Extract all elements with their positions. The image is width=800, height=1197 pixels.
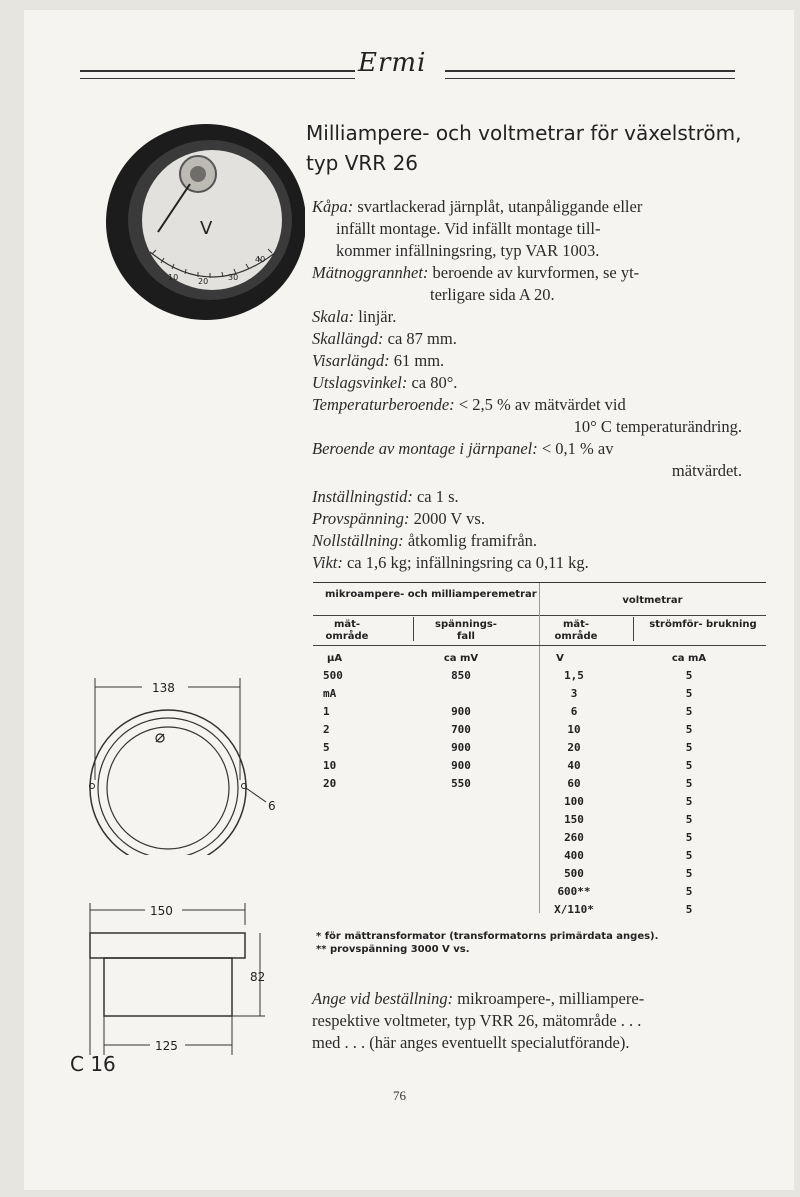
order-line-2: respektive voltmeter, typ VRR 26, mätområde . . . (312, 1011, 642, 1030)
dimension-150: 150 (150, 904, 173, 918)
spec-kapa-text-3: kommer infällningsring, typ VAR 1003. (336, 241, 600, 260)
page-number: 76 (393, 1088, 406, 1103)
meter-dial-letter: V (200, 218, 213, 239)
footnote-1: * för mättransformator (transformatorns primärdata anges). (316, 931, 659, 942)
spec-kapa-text-1: svartlackerad järnplåt, utanpåliggande eller (357, 197, 643, 216)
table-cell: 60 (567, 777, 581, 790)
table-cell: 900 (451, 741, 471, 754)
order-label: Ange vid beställning: (312, 989, 454, 1008)
table-unit-mv: ca mV (443, 653, 479, 664)
order-line-1: mikroampere-, milliampere- (457, 989, 645, 1008)
spec-visarlangd-label: Visarlängd: (312, 351, 390, 370)
table-cell: 3 (570, 687, 578, 700)
title-line-2: typ VRR 26 (306, 151, 419, 175)
spec-skallangd-text: ca 87 mm. (387, 329, 457, 348)
table-col-current-consumption (669, 667, 709, 919)
order-line-3: med . . . (här anges eventuellt specialutförande). (312, 1033, 630, 1052)
spec-kapa-label: Kåpa: (312, 197, 354, 216)
table-group-right: voltmetrar (622, 595, 683, 606)
spec-utslagsvinkel (312, 372, 772, 394)
spec-block-2 (312, 486, 772, 574)
table-cell: 500 (323, 669, 343, 682)
spec-nollstallning-text: åtkomlig framifrån. (407, 531, 538, 550)
spec-kapa-text-2: infällt montage. Vid infällt montage till- (336, 219, 601, 238)
brand-logo: Ermi (358, 48, 427, 78)
spec-nollstallning-label: Nollställning: (312, 531, 404, 550)
spec-vikt-label: Vikt: (312, 553, 343, 572)
table-cell: 5 (685, 759, 693, 772)
table-unit-ua: µA (327, 653, 343, 664)
table-divider-left (413, 617, 414, 641)
table-divider-right (633, 617, 634, 641)
spec-provspanning-text: 2000 V vs. (413, 509, 485, 528)
table-cell: 5 (685, 669, 693, 682)
spec-installning (312, 486, 772, 508)
table-header-spanningsfall: spännings- fall (435, 619, 497, 642)
spec-visarlangd (312, 350, 772, 372)
spec-montage (312, 438, 772, 482)
spec-utslagsvinkel-text: ca 80°. (411, 373, 458, 392)
spec-temperatur-label: Temperaturberoende: (312, 395, 455, 414)
dimension-82: 82 (250, 970, 266, 984)
table-cell: 5 (685, 831, 693, 844)
table-cell: 550 (451, 777, 471, 790)
table-cell: 150 (564, 813, 584, 826)
table-cell: 1,5 (564, 669, 584, 682)
spec-matnoggrannhet (312, 262, 772, 306)
table-cell: 260 (564, 831, 584, 844)
spec-block (312, 196, 772, 482)
spec-provspanning-label: Provspänning: (312, 509, 410, 528)
spec-skallangd-label: Skallängd: (312, 329, 384, 348)
table-unit-v: V (556, 653, 564, 664)
table-unit-ma: ca mA (671, 653, 707, 664)
spec-vikt (312, 552, 772, 574)
spec-vikt-text: ca 1,6 kg; infällningsring ca 0,11 kg. (346, 553, 589, 572)
spec-visarlangd-text: 61 mm. (393, 351, 445, 370)
table-cell: 5 (685, 741, 693, 754)
table-cell: 850 (451, 669, 471, 682)
spec-temperatur-text-2: 10° C temperaturändring. (573, 417, 742, 436)
meter-dial-number-40: 40 (255, 255, 266, 264)
table-rule-2 (313, 645, 766, 646)
order-instructions (312, 988, 782, 1054)
spec-matnoggrannhet-label: Mätnoggrannhet: (312, 263, 429, 282)
table-col-current-range (323, 667, 363, 793)
side-view-drawing (80, 895, 295, 1060)
spec-matnoggrannhet-text-1: beroende av kurvformen, se yt- (432, 263, 640, 282)
dimension-138: 138 (152, 681, 175, 695)
table-col-voltage-drop (439, 667, 483, 793)
data-table (313, 582, 766, 916)
table-cell: 40 (567, 759, 581, 772)
table-cell: 20 (323, 777, 337, 790)
dimension-125: 125 (155, 1039, 178, 1053)
spec-skallangd (312, 328, 772, 350)
header-rule-right (445, 70, 735, 79)
table-cell: 500 (564, 867, 584, 880)
table-cell: 5 (685, 795, 693, 808)
table-cell: 2 (323, 723, 330, 736)
table-cell: 400 (564, 849, 584, 862)
table-cell: 5 (323, 741, 330, 754)
footnote-2: ** provspänning 3000 V vs. (316, 944, 470, 955)
spec-temperatur-text-1: < 2,5 % av mätvärdet vid (458, 395, 626, 414)
table-cell: 700 (451, 723, 471, 736)
table-cell: 20 (567, 741, 581, 754)
table-cell (439, 685, 483, 703)
spec-temperatur (312, 394, 772, 438)
table-cell: 5 (685, 705, 693, 718)
spec-nollstallning (312, 530, 772, 552)
catalog-code: C 16 (70, 1052, 116, 1076)
spec-utslagsvinkel-label: Utslagsvinkel: (312, 373, 408, 392)
front-view-drawing (80, 670, 295, 855)
spec-montage-text-2: mätvärdet. (671, 461, 742, 480)
table-cell: 1 (323, 705, 330, 718)
spec-montage-label: Beroende av montage i järnpanel: (312, 439, 538, 458)
spec-skala-text: linjär. (358, 307, 397, 326)
title-line-1: Milliampere- och voltmetrar för växelström, (306, 121, 742, 145)
dimension-6: 6 (268, 799, 276, 813)
page-title (306, 118, 776, 178)
meter-dial-number-30: 30 (228, 273, 239, 282)
table-cell: 5 (685, 885, 693, 898)
table-cell: X/110* (554, 903, 594, 916)
table-header-matomrade-1: mät- område (325, 619, 369, 642)
spec-provspanning (312, 508, 772, 530)
table-header-matomrade-2: mät- område (554, 619, 598, 642)
spec-installning-text: ca 1 s. (416, 487, 459, 506)
table-header-stromforbrukning: strömför- brukning (649, 619, 757, 630)
table-cell: 5 (685, 777, 693, 790)
spec-matnoggrannhet-text-2: terligare sida A 20. (430, 285, 555, 304)
spec-skala (312, 306, 772, 328)
table-cell: 100 (564, 795, 584, 808)
table-cell: 900 (451, 759, 471, 772)
table-cell: 600** (557, 885, 591, 898)
table-cell: 900 (451, 705, 471, 718)
spec-montage-text-1: < 0,1 % av (541, 439, 614, 458)
meter-dial-number-20: 20 (198, 277, 209, 286)
table-cell: 5 (685, 867, 693, 880)
header-rule-left (80, 70, 355, 79)
meter-photo (100, 122, 305, 322)
table-cell: 5 (685, 723, 693, 736)
table-cell: 5 (685, 813, 693, 826)
meter-dial-number-10: 10 (168, 273, 179, 282)
table-group-left: mikroampere- och milliamperemetrar (325, 589, 537, 600)
table-cell: 5 (685, 903, 693, 916)
spec-skala-label: Skala: (312, 307, 355, 326)
table-cell: 10 (567, 723, 581, 736)
table-cell: 5 (685, 687, 693, 700)
table-col-voltage-range (539, 667, 609, 919)
table-cell: 5 (685, 849, 693, 862)
table-cell: 6 (570, 705, 578, 718)
table-cell: 10 (323, 759, 337, 772)
table-cell: mA (323, 687, 337, 700)
spec-kapa (312, 196, 772, 262)
spec-installning-label: Inställningstid: (312, 487, 413, 506)
